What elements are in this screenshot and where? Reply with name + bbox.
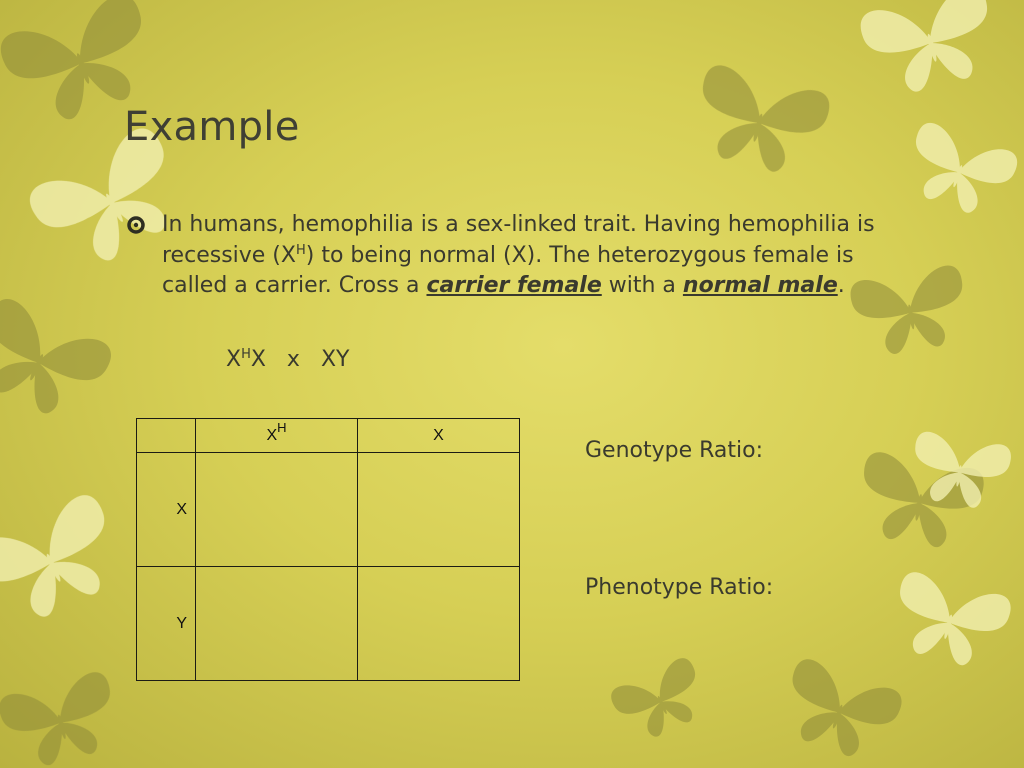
punnett-corner — [137, 419, 196, 453]
punnett-cell-2-1 — [196, 567, 358, 681]
bullet-text — [162, 210, 898, 302]
col2-allele: X — [433, 426, 444, 444]
col1-allele-sup: H — [277, 419, 287, 435]
hemophilia-allele-superscript: H — [295, 242, 306, 258]
circle-bullet-icon — [127, 216, 145, 234]
mother-genotype-base: X — [226, 347, 242, 372]
punnett-cell-1-2 — [358, 453, 520, 567]
punnett-col-header-2 — [358, 419, 520, 453]
col1-allele: X — [266, 426, 278, 444]
father-genotype: XY — [320, 347, 350, 372]
phenotype-ratio-label: Phenotype Ratio: — [585, 575, 774, 600]
punnett-row-header-1: X — [137, 453, 196, 567]
mother-genotype-rest: X — [250, 347, 266, 372]
mother-genotype-sup: H — [241, 347, 251, 362]
bullet-text-part4: . — [837, 273, 845, 298]
punnett-cell-1-1 — [196, 453, 358, 567]
cross-notation — [226, 347, 349, 372]
slide-title: Example — [124, 104, 300, 150]
normal-male-emphasis: normal male — [682, 273, 838, 298]
carrier-female-emphasis: carrier female — [426, 273, 602, 298]
cross-times: x — [286, 347, 300, 372]
bullet-text-part3: with a — [601, 273, 683, 298]
bullet-item — [128, 210, 898, 302]
genotype-ratio-label: Genotype Ratio: — [585, 438, 764, 463]
bullet-text-part2: ) to being normal (X). The heterozygous female is called a carrier. Cross a — [162, 242, 854, 298]
bullet-text-part1: In humans, hemophilia is a sex-linked trait. Having hemophilia is recessive (X — [162, 212, 875, 268]
punnett-col-header-1 — [196, 419, 358, 453]
punnett-row-header-2: Y — [137, 567, 196, 681]
punnett-square — [136, 418, 520, 681]
punnett-cell-2-2 — [358, 567, 520, 681]
